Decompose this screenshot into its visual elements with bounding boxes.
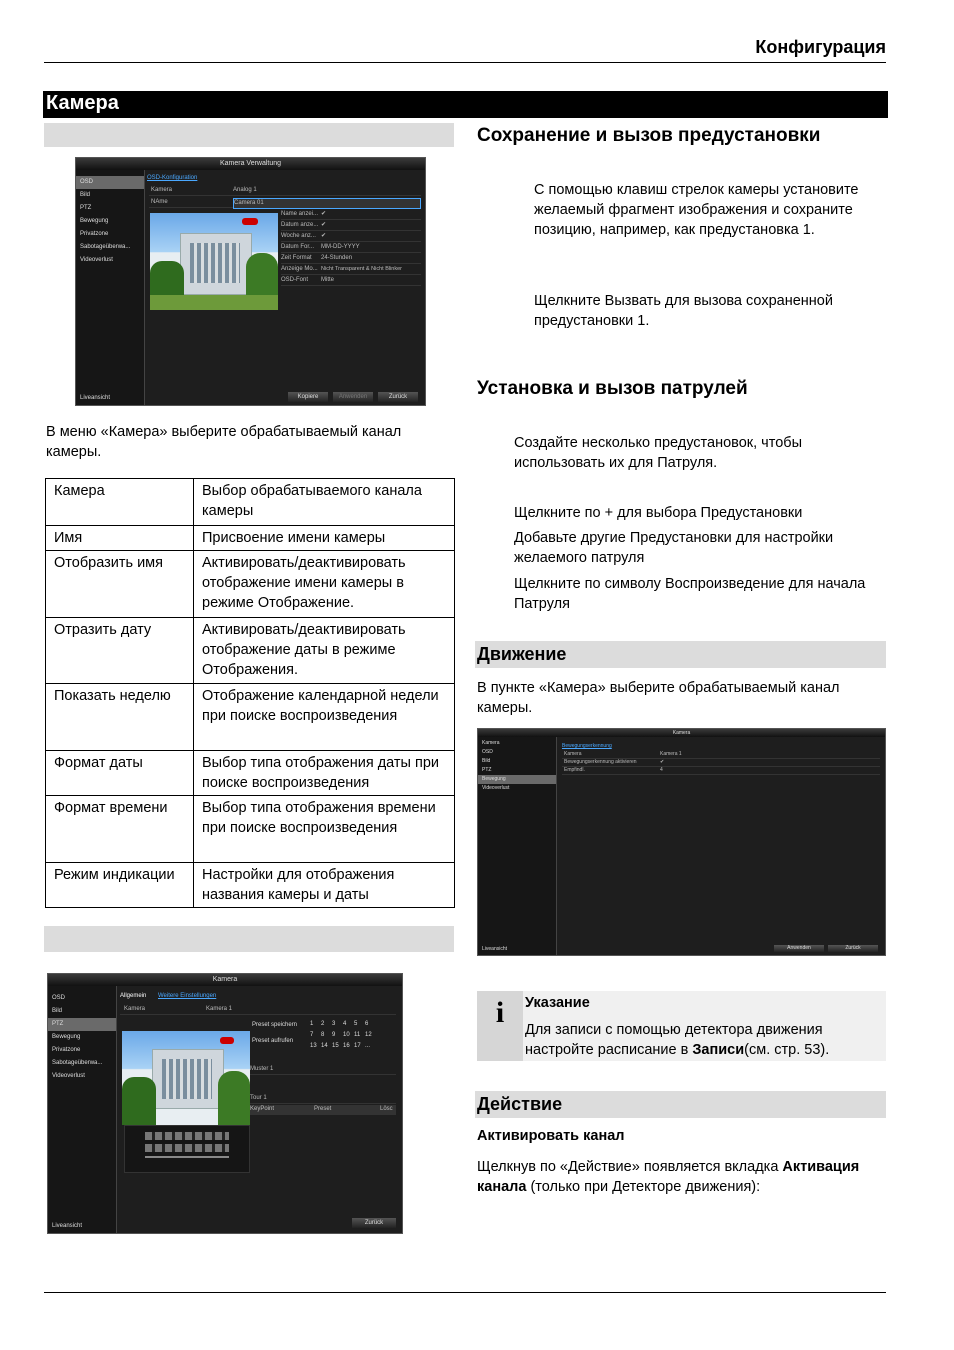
subheading-activate-channel: Активировать канал [477,1128,625,1144]
action-text-part: Щелкнув по «Действие» появляется вкладка [477,1159,783,1175]
shot1-field-label: Kamera [151,187,173,193]
shot2-menu-item[interactable]: PTZ [48,1018,116,1031]
action-text [477,1157,887,1197]
preset-number-grid[interactable] [310,1021,380,1049]
table-cell-desc: Активировать/деактивировать отображение даты в режиме Отображения. [194,618,455,684]
shot1-select[interactable]: 24-Stunden [321,255,353,261]
shot2-camera-label: Kamera [124,1006,146,1012]
shot1-check[interactable]: ✔ [321,211,327,217]
screenshot-motion [477,728,886,956]
shot1-field-label: Name anzei... [281,211,319,217]
shot3-tab[interactable]: Bewegungserkennung [562,743,612,749]
shot3-back-button[interactable]: Zurück [828,945,878,952]
table-row [46,751,455,796]
shot3-row-value[interactable]: ✔ [660,759,665,765]
screenshot-camera-management [75,157,426,406]
table-cell-term: Формат даты [46,751,194,796]
table-cell-term: Показать неделю [46,684,194,751]
patrol-text-3: Добавьте другие Предустановки для настройки желаемого патруля [514,530,834,566]
shot2-camera-select[interactable]: Kamera 1 [206,1006,233,1012]
shot2-menu-item[interactable]: Bewegung [52,1034,81,1040]
table-cell-desc: Настройки для отображения названия камеры и даты [194,863,455,908]
info-icon: i [477,991,523,1061]
shot1-copy-button[interactable]: Kopiere [288,392,328,402]
shot1-title: Kamera Verwaltung [76,158,425,170]
shot2-tab-general[interactable]: Allgemein [120,993,147,999]
preset-number[interactable]: 3 [332,1021,336,1027]
table-row [46,863,455,908]
shot1-select[interactable]: MM-DD-YYYY [321,244,360,250]
table-cell-desc: Выбор типа отображения времени при поиске воспроизведения [194,796,455,863]
shot2-sidebar [48,986,117,1233]
table-cell-desc: Выбор типа отображения даты при поиске воспроизведения [194,751,455,796]
screenshot-ptz [47,973,403,1234]
preset-number[interactable]: 15 [332,1043,339,1049]
preset-number[interactable]: 17 [354,1043,361,1049]
table-row [46,479,455,526]
subsection-bar-2 [44,926,454,952]
table-cell-desc: Присвоение имени камеры [194,526,455,551]
preset-number[interactable]: 6 [365,1021,369,1027]
shot3-apply-button[interactable]: Anwenden [774,945,824,952]
preset-number[interactable]: 8 [321,1032,325,1038]
patrol-text-2: Щелкните по + для выбора Предустановки [514,505,803,521]
col-delete: Lösc [380,1106,393,1112]
tour-select[interactable]: Tour 1 [250,1095,267,1101]
shot1-menu-item[interactable]: Bild [80,192,91,198]
shot3-menu-item[interactable]: Bild [482,758,491,764]
shot1-menu-item[interactable]: PTZ [80,205,92,211]
shot1-select[interactable]: Mitte [321,277,335,283]
ptz-camera-photo [122,1031,250,1125]
subsection-bar-1 [44,123,454,147]
shot2-menu-item[interactable]: OSD [52,995,66,1001]
shot1-field-label: OSD-Font [281,277,309,283]
table-cell-term: Камера [46,479,194,526]
camera-photo [150,213,278,310]
page-header-title: Конфигурация [755,37,886,57]
table-row [46,796,455,863]
shot3-menu-item[interactable]: Kamera [482,740,500,746]
shot3-row-label: Kamera [564,751,582,757]
table-cell-term: Формат времени [46,796,194,863]
preset-number[interactable]: 13 [310,1043,317,1049]
preset-number[interactable]: 12 [365,1032,372,1038]
shot2-back-button[interactable]: Zurück [352,1218,396,1228]
shot1-sidebar [76,170,145,405]
shot1-field-label: Anzeige Mo... [281,266,318,272]
preset-number[interactable]: 4 [343,1021,347,1027]
table-cell-desc: Активировать/деактивировать отображение имени камеры в режиме Отображение. [194,551,455,618]
table-row [46,551,455,618]
shot1-field-label: Woche anz... [281,233,316,239]
shot3-row-label: Bewegungserkennung aktivieren [564,759,637,765]
preset-call-radio[interactable]: Preset aufrufen [252,1038,294,1044]
action-text-part: (только при Детекторе движения): [526,1179,761,1195]
shot1-check[interactable]: ✔ [321,222,327,228]
shot3-row-value[interactable]: Kamera 1 [660,751,682,757]
shot1-field-label: Datum anze... [281,222,319,228]
shot1-select[interactable]: Nicht Transparent & Nicht Blinker [321,266,403,272]
table-cell-term: Отобразить имя [46,551,194,618]
preset-save-radio[interactable]: Preset speichern [252,1022,298,1028]
shot1-field-value[interactable]: Analog 1 [233,187,257,193]
shot2-menu-item[interactable]: Videoverlust [52,1073,85,1079]
shot2-menu-item[interactable]: Bild [52,1008,63,1014]
shot1-apply-button[interactable]: Anwenden [333,392,373,402]
preset-number[interactable]: 9 [332,1032,336,1038]
shot1-menu-item[interactable]: Bewegung [80,218,109,224]
preset-number[interactable]: 14 [321,1043,328,1049]
table-row [46,526,455,551]
ptz-direction-pad[interactable] [124,1125,250,1173]
shot2-menu-item[interactable]: Privatzone [52,1047,81,1053]
shot2-menu-item[interactable]: Sabotageüberwa... [52,1060,103,1066]
shot3-sidebar [478,737,557,955]
action-text-bold: Активация канала [477,1159,860,1195]
shot3-menu-item[interactable]: Videoverlust [482,785,510,791]
shot2-liveview[interactable]: Liveansicht [52,1223,83,1229]
note-text-part: Для записи с помощью детектора движения настройте расписание в [525,1022,823,1058]
shot3-row-label: Empfindl. [564,767,585,773]
shot3-menu-item[interactable]: OSD [482,749,493,755]
note-text-part: (см. стр. 53). [744,1042,830,1058]
patrol-text-1: Создайте несколько предустановок, чтобы использовать их для Патруля. [514,435,802,471]
shot1-back-button[interactable]: Zurück [378,392,418,402]
note-text-bold: Записи [692,1042,745,1058]
shot1-field-label: Zeit Format [281,255,312,261]
table-cell-term: Имя [46,526,194,551]
preset-number[interactable]: 1 [310,1021,314,1027]
section-title: Камера [46,92,119,114]
table-cell-desc: Выбор обрабатываемого канала камеры [194,479,455,526]
shot1-liveview[interactable]: Liveansicht [80,395,111,401]
heading-patrol: Установка и вызов патрулей [477,378,748,399]
shot2-tab-more[interactable]: Weitere Einstellungen [158,993,217,999]
col-keypoint: KeyPoint [250,1106,275,1112]
shot3-menu-item[interactable]: Bewegung [478,775,556,784]
heading-motion: Движение [477,644,567,664]
table-cell-term: Отразить дату [46,618,194,684]
table-row [46,618,455,684]
preset-number[interactable]: 7 [310,1032,314,1038]
shot1-menu-item[interactable]: Privatzone [80,231,109,237]
shot1-menu-item[interactable]: OSD [76,176,144,189]
preset-number[interactable]: 10 [343,1032,350,1038]
pattern-select[interactable]: Muster 1 [250,1066,274,1072]
shot1-menu-item[interactable]: Videoverlust [80,257,113,263]
preset-number[interactable]: 16 [343,1043,350,1049]
note-title: Указание [525,995,590,1011]
preset-text-2: Щелкните Вызвать для вызова сохраненной предустановки 1. [534,293,833,329]
section-banner [43,91,888,118]
motion-text: В пункте «Камера» выберите обрабатываемый канал камеры. [477,680,840,716]
header-divider [44,62,886,63]
shot3-menu-item[interactable]: PTZ [482,767,492,773]
preset-number[interactable]: 2 [321,1021,325,1027]
preset-number[interactable]: ... [365,1043,371,1049]
table-row [46,684,455,751]
shot1-field-label: NAme [151,199,168,205]
heading-preset: Сохранение и вызов предустановки [477,125,821,146]
camera-settings-table [45,478,455,908]
shot1-name-input[interactable]: Camera 01 [233,198,421,209]
preset-text-1: С помощью клавиш стрелок камеры установите желаемый фрагмент изображения и сохраните позицию, например, как предустановка 1. [534,182,859,238]
preset-number[interactable]: 11 [354,1032,361,1038]
shot1-field-label: Datum For... [281,244,315,250]
note-text [525,1020,880,1060]
heading-action: Действие [477,1094,563,1114]
col-preset: Preset [314,1106,332,1112]
shot2-title: Kamera [48,974,402,986]
shot3-title: Kamera [478,729,885,737]
shot1-menu-item[interactable]: Sabotageüberwa... [80,244,131,250]
patrol-text-4: Щелкните по символу Воспроизведение для начала Патруля [514,576,866,612]
table-cell-term: Режим индикации [46,863,194,908]
shot1-tab[interactable]: OSD-Konfiguration [147,175,198,181]
motion-bar [475,641,886,668]
action-bar [475,1091,886,1118]
footer-divider [44,1292,886,1293]
shot1-check[interactable]: ✔ [321,233,327,239]
table-cell-desc: Отображение календарной недели при поиске воспроизведения [194,684,455,751]
shot3-row-value[interactable]: 4 [660,767,663,773]
preset-number[interactable]: 5 [354,1021,358,1027]
camera-intro-text: В меню «Камера» выберите обрабатываемый канал камеры. [46,424,402,460]
shot3-liveview[interactable]: Liveansicht [482,946,508,952]
